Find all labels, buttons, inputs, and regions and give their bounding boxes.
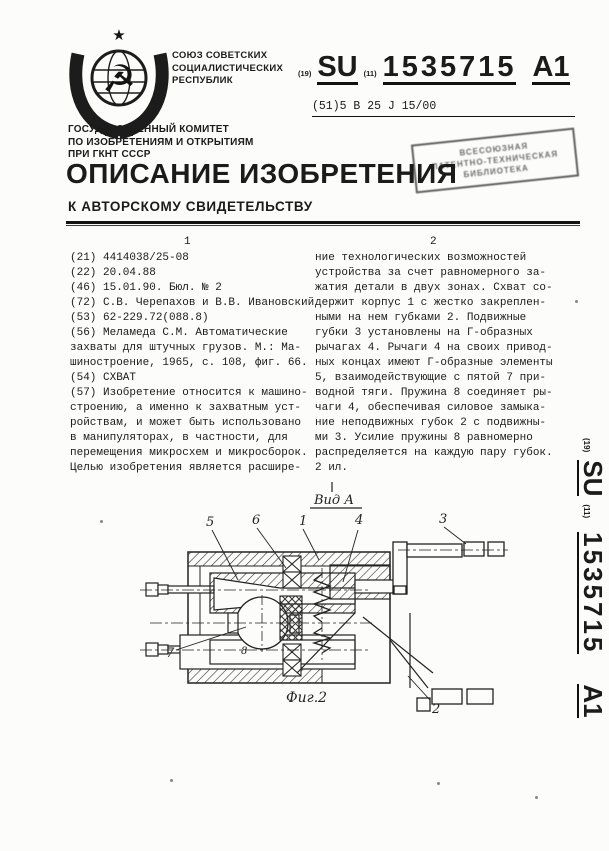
scan-speck: [535, 796, 538, 799]
sidebar-document-number: 1535715: [578, 532, 608, 655]
part-label-3: 3: [439, 512, 448, 527]
view-label: Вид А: [314, 493, 355, 508]
part-label-1: 1: [299, 514, 308, 529]
sidebar-code-11: (11): [582, 504, 591, 519]
union-name: СОЮЗ СОВЕТСКИХ СОЦИАЛИСТИЧЕСКИХ РЕСПУБЛИК: [172, 50, 284, 86]
bearing-column: [280, 556, 302, 676]
committee-name: ГОСУДАРСТВЕННЫЙ КОМИТЕТ ПО ИЗОБРЕТЕНИЯМ И ОТКРЫТИЯМ ПРИ ГКНТ СССР: [68, 124, 254, 160]
page-title: ОПИСАНИЕ ИЗОБРЕТЕНИЯ: [66, 158, 458, 189]
figure-caption: Фиг.2: [286, 690, 328, 706]
column-2-number: 2: [430, 236, 437, 248]
figure-2-drawing: [110, 480, 590, 745]
document-codes: [298, 52, 588, 85]
code-11-label: (11): [363, 69, 377, 78]
sidebar-code-19: (19): [582, 438, 591, 453]
ipc-classification: (51)5 В 25 J 15/00: [312, 100, 575, 117]
document-number: 1535715: [382, 51, 517, 83]
sidebar-kind-code: A1: [578, 684, 608, 718]
scan-speck: [100, 520, 103, 523]
kind-code: A1: [532, 51, 570, 83]
ussr-emblem-graphic: [64, 26, 174, 140]
lower-jaw: [417, 689, 493, 711]
part-label-6: 6: [252, 513, 261, 528]
scan-speck: [575, 300, 578, 303]
part-label-5: 5: [206, 515, 215, 530]
scan-speck: [437, 782, 440, 785]
part-label-2: 2: [432, 702, 441, 717]
hammer-sickle-icon: ☭: [101, 57, 137, 101]
sidebar-country-code: SU: [578, 460, 608, 497]
library-stamp: ВСЕСОЮЗНАЯ ПАТЕНТНО-ТЕХНИЧЕСКАЯ БИБЛИОТЕКА: [411, 128, 579, 194]
part-label-8: 8: [241, 646, 248, 657]
code-19-label: (19): [298, 69, 312, 78]
abstract-continuation-column: ние технологических возможностей устройства за счет равномерного за- жатия детали в двух зонах. Схват со- держит корпус 1 с жестко закреплен- ными на нем губками 2. Подвижные губки 3 установлены на Г-образных рычагах 4. Рычаги 4 на своих привод- ных концах имеют Г-образные элементы 5, взаимодействующие с пятой 7 при- водной тяги. Пружина 8 соединяет ры- чаги 4, обеспечивая силовое замыка- ние неподвижных губок 2 с подвижны- ми 3. Усилие пружины 8 равномерно распределяется на каждую пару губок. 2 ил.: [315, 252, 553, 474]
right-block: [330, 565, 403, 599]
page-subtitle: К АВТОРСКОМУ СВИДЕТЕЛЬСТВУ: [68, 199, 313, 214]
bibliographic-and-abstract-column: (21) 4414038/25-08 (22) 20.04.88 (46) 15.01.90. Бюл. № 2 (72) С.В. Черепахов и В.В. Ивановский (53) 62-229.72(088.8) (56) Меламеда С.М. Автоматические захваты для штучных грузов. М.: Ма- шиностроение, 1965, с. 108, фиг. 66. (54) СХВАТ (57) Изобретение относится к машино- строению, а именно к захватным уст- ройствам, и может быть использовано в манипуляторах, в частности, для перемещения микросхем и микросборок. Целью изобретения является расшире-: [70, 252, 315, 474]
part-label-4: 4: [355, 513, 364, 528]
gripper-cross-section: [110, 480, 590, 740]
scan-speck: [170, 779, 173, 782]
country-code: SU: [317, 51, 358, 83]
header-divider: [66, 221, 580, 227]
column-1-number: 1: [184, 236, 191, 248]
part-label-7: 7: [166, 646, 175, 661]
star-icon: ★: [112, 26, 126, 44]
